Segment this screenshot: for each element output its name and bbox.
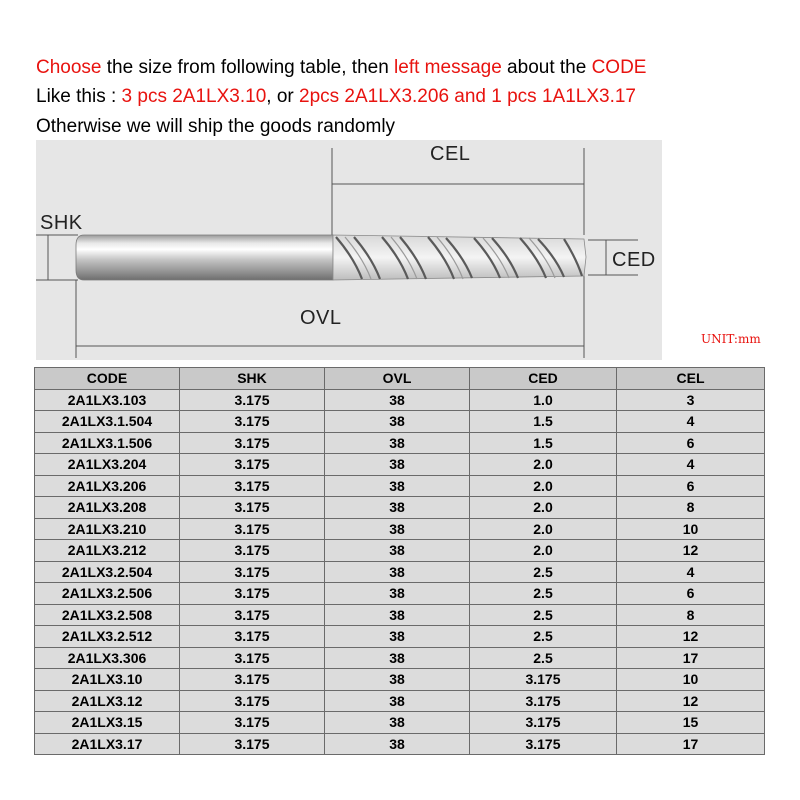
cell-code: 2A1LX3.10 xyxy=(35,669,180,691)
cell-ovl: 38 xyxy=(325,411,470,433)
table-row xyxy=(35,411,765,433)
cell-ced: 2.5 xyxy=(470,647,617,669)
highlight-choose: Choose xyxy=(36,57,102,78)
cell-ovl: 38 xyxy=(325,497,470,519)
table-row xyxy=(35,432,765,454)
cell-ovl: 38 xyxy=(325,540,470,562)
instruction-line-3: Otherwise we will ship the goods randomly xyxy=(36,116,396,137)
cell-cel: 8 xyxy=(617,604,765,626)
cell-shk: 3.175 xyxy=(180,647,325,669)
cell-ced: 2.0 xyxy=(470,518,617,540)
table-row xyxy=(35,540,765,562)
cell-cel: 8 xyxy=(617,497,765,519)
cell-ced: 1.5 xyxy=(470,411,617,433)
table-row xyxy=(35,690,765,712)
cell-cel: 17 xyxy=(617,733,765,755)
cell-ced: 3.175 xyxy=(470,690,617,712)
cell-code: 2A1LX3.17 xyxy=(35,733,180,755)
cell-shk: 3.175 xyxy=(180,411,325,433)
cell-shk: 3.175 xyxy=(180,626,325,648)
cell-cel: 6 xyxy=(617,475,765,497)
shk-label: SHK xyxy=(40,212,83,234)
cell-shk: 3.175 xyxy=(180,669,325,691)
column-header-ced: CED xyxy=(470,368,617,390)
cell-ovl: 38 xyxy=(325,389,470,411)
table-row xyxy=(35,647,765,669)
table-row xyxy=(35,389,765,411)
cell-code: 2A1LX3.210 xyxy=(35,518,180,540)
table-row xyxy=(35,497,765,519)
tool-flute xyxy=(333,235,586,280)
cell-cel: 4 xyxy=(617,561,765,583)
cell-ced: 2.0 xyxy=(470,540,617,562)
cell-ced: 3.175 xyxy=(470,669,617,691)
instruction-text: , or xyxy=(266,86,299,107)
table-row xyxy=(35,475,765,497)
cell-ced: 2.0 xyxy=(470,497,617,519)
cell-ovl: 38 xyxy=(325,583,470,605)
cell-ced: 2.5 xyxy=(470,604,617,626)
highlight-code: CODE xyxy=(591,57,647,78)
cell-cel: 12 xyxy=(617,626,765,648)
highlight-left-message: left message xyxy=(394,57,502,78)
cell-shk: 3.175 xyxy=(180,518,325,540)
cell-code: 2A1LX3.2.508 xyxy=(35,604,180,626)
cell-cel: 4 xyxy=(617,411,765,433)
table-row xyxy=(35,626,765,648)
table-row xyxy=(35,583,765,605)
cell-shk: 3.175 xyxy=(180,561,325,583)
cell-ced: 2.5 xyxy=(470,561,617,583)
cell-cel: 12 xyxy=(617,690,765,712)
cell-shk: 3.175 xyxy=(180,497,325,519)
table-row xyxy=(35,712,765,734)
cell-code: 2A1LX3.1.506 xyxy=(35,432,180,454)
cell-ovl: 38 xyxy=(325,690,470,712)
instruction-text: the size from following table, then xyxy=(101,57,395,78)
column-header-cel: CEL xyxy=(617,368,765,390)
cell-code: 2A1LX3.1.504 xyxy=(35,411,180,433)
cell-cel: 10 xyxy=(617,669,765,691)
cell-code: 2A1LX3.2.504 xyxy=(35,561,180,583)
cell-ced: 1.0 xyxy=(470,389,617,411)
cell-ovl: 38 xyxy=(325,518,470,540)
cell-ovl: 38 xyxy=(325,432,470,454)
instruction-text: about the xyxy=(501,57,592,78)
table-row xyxy=(35,561,765,583)
table-row xyxy=(35,454,765,476)
cell-code: 2A1LX3.15 xyxy=(35,712,180,734)
cell-cel: 6 xyxy=(617,583,765,605)
cell-shk: 3.175 xyxy=(180,389,325,411)
cell-shk: 3.175 xyxy=(180,432,325,454)
ced-label: CED xyxy=(612,249,656,271)
cell-cel: 10 xyxy=(617,518,765,540)
table-row xyxy=(35,518,765,540)
cel-label: CEL xyxy=(430,143,471,165)
example-order-1: 3 pcs 2A1LX3.10 xyxy=(121,86,267,107)
cell-ovl: 38 xyxy=(325,561,470,583)
cell-code: 2A1LX3.12 xyxy=(35,690,180,712)
cell-ovl: 38 xyxy=(325,454,470,476)
cell-ovl: 38 xyxy=(325,712,470,734)
cell-code: 2A1LX3.2.512 xyxy=(35,626,180,648)
cell-shk: 3.175 xyxy=(180,712,325,734)
end-mill-diagram xyxy=(36,140,662,360)
cell-code: 2A1LX3.2.506 xyxy=(35,583,180,605)
cell-shk: 3.175 xyxy=(180,690,325,712)
column-header-code: CODE xyxy=(35,368,180,390)
cell-ced: 2.0 xyxy=(470,454,617,476)
cell-ovl: 38 xyxy=(325,626,470,648)
cell-ced: 2.0 xyxy=(470,475,617,497)
instruction-line-1 xyxy=(36,57,646,79)
cell-ovl: 38 xyxy=(325,669,470,691)
cell-cel: 12 xyxy=(617,540,765,562)
table-row xyxy=(35,669,765,691)
table-header-row xyxy=(35,368,765,390)
cell-ovl: 38 xyxy=(325,733,470,755)
cell-ced: 3.175 xyxy=(470,733,617,755)
cell-shk: 3.175 xyxy=(180,540,325,562)
cell-shk: 3.175 xyxy=(180,475,325,497)
cell-ced: 2.5 xyxy=(470,626,617,648)
cell-code: 2A1LX3.208 xyxy=(35,497,180,519)
cell-code: 2A1LX3.212 xyxy=(35,540,180,562)
tool-shank xyxy=(76,235,333,280)
instruction-line-2 xyxy=(36,86,636,108)
table-row xyxy=(35,604,765,626)
cell-ovl: 38 xyxy=(325,475,470,497)
column-header-shk: SHK xyxy=(180,368,325,390)
cell-cel: 4 xyxy=(617,454,765,476)
table-body xyxy=(35,389,765,755)
cell-cel: 15 xyxy=(617,712,765,734)
unit-label: UNIT:mm xyxy=(701,332,761,346)
cell-code: 2A1LX3.306 xyxy=(35,647,180,669)
size-table xyxy=(34,367,765,755)
cell-shk: 3.175 xyxy=(180,583,325,605)
cell-code: 2A1LX3.103 xyxy=(35,389,180,411)
cell-code: 2A1LX3.204 xyxy=(35,454,180,476)
cell-cel: 17 xyxy=(617,647,765,669)
cell-code: 2A1LX3.206 xyxy=(35,475,180,497)
cell-ced: 2.5 xyxy=(470,583,617,605)
example-order-2: 2pcs 2A1LX3.206 and 1 pcs 1A1LX3.17 xyxy=(299,86,636,107)
cell-cel: 6 xyxy=(617,432,765,454)
cell-ced: 1.5 xyxy=(470,432,617,454)
cell-ced: 3.175 xyxy=(470,712,617,734)
cell-shk: 3.175 xyxy=(180,454,325,476)
cell-shk: 3.175 xyxy=(180,733,325,755)
cell-ovl: 38 xyxy=(325,647,470,669)
table-row xyxy=(35,733,765,755)
column-header-ovl: OVL xyxy=(325,368,470,390)
cell-ovl: 38 xyxy=(325,604,470,626)
instruction-text: Like this : xyxy=(36,86,122,107)
cell-shk: 3.175 xyxy=(180,604,325,626)
ovl-label: OVL xyxy=(300,307,342,329)
end-mill-drawing xyxy=(36,140,662,360)
cell-cel: 3 xyxy=(617,389,765,411)
